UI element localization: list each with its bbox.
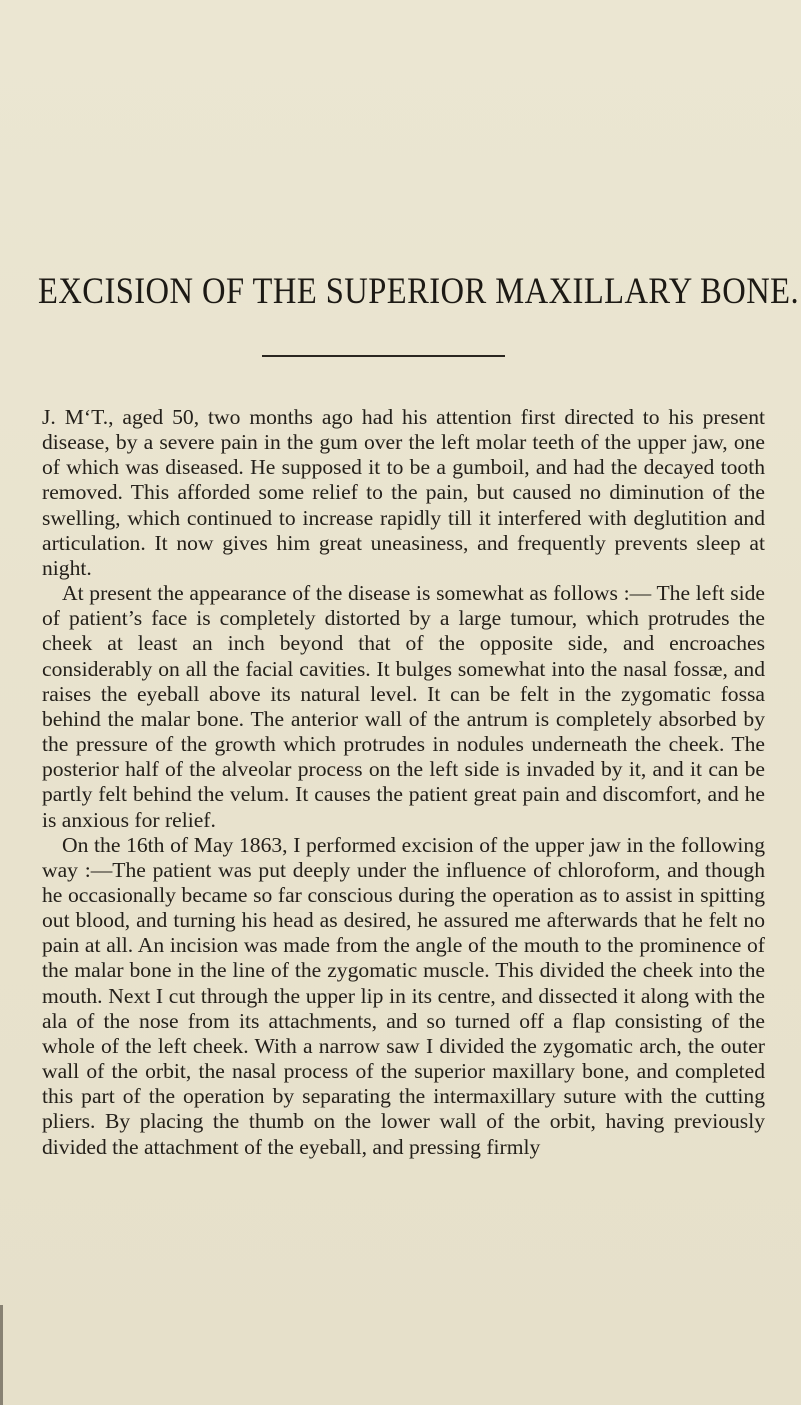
- page-edge-shadow: [0, 1305, 3, 1405]
- page-title: EXCISION OF THE SUPERIOR MAXILLARY BONE.: [38, 271, 800, 312]
- paragraph-present-appearance: At present the appearance of the disease is somewhat as follows :— The left side of patient’s face is completely distorted by a large tumour, which protrudes the cheek at least an inch beyond that of the opposite side, and encroaches considerably on all the facial cavities. It bulges somewhat into the nasal fossæ, and raises the eyeball above its natural level. It can be felt in the zygomatic fossa behind the malar bone. The anterior wall of the antrum is completely absorbed by the pressure of the growth which protrudes in nodules underneath the cheek. The posterior half of the alveolar process on the left side is invaded by it, and it can be partly felt behind the velum. It causes the patient great pain and discomfort, and he is anxious for relief.: [42, 581, 765, 832]
- body-text: [42, 405, 765, 1160]
- paragraph-case-history: J. M‘T., aged 50, two months ago had his attention first directed to his present disease, by a severe pain in the gum over the left molar teeth of the upper jaw, one of which was diseased. He supposed it to be a gumboil, and had the decayed tooth removed. This afforded some relief to the pain, but caused no diminution of the swelling, which continued to increase rapidly till it interfered with deglutition and articulation. It now gives him great uneasiness, and frequently prevents sleep at night.: [42, 405, 765, 580]
- title-divider: [262, 355, 505, 357]
- paragraph-operation: On the 16th of May 1863, I performed excision of the upper jaw in the following way :—The patient was put deeply under the influence of chloroform, and though he occasionally became so far conscious during the operation as to assist in spitting out blood, and turning his head as desired, he assured me afterwards that he felt no pain at all. An incision was made from the angle of the mouth to the prominence of the malar bone in the line of the zygomatic muscle. This divided the cheek into the mouth. Next I cut through the upper lip in its centre, and dissected it along with the ala of the nose from its attachments, and so turned off a flap consisting of the whole of the left cheek. With a narrow saw I divided the zygomatic arch, the outer wall of the orbit, the nasal process of the superior maxillary bone, and completed this part of the operation by separating the intermaxillary suture with the cutting pliers. By placing the thumb on the lower wall of the orbit, having previously divided the attachment of the eyeball, and pressing firmly: [42, 832, 765, 1159]
